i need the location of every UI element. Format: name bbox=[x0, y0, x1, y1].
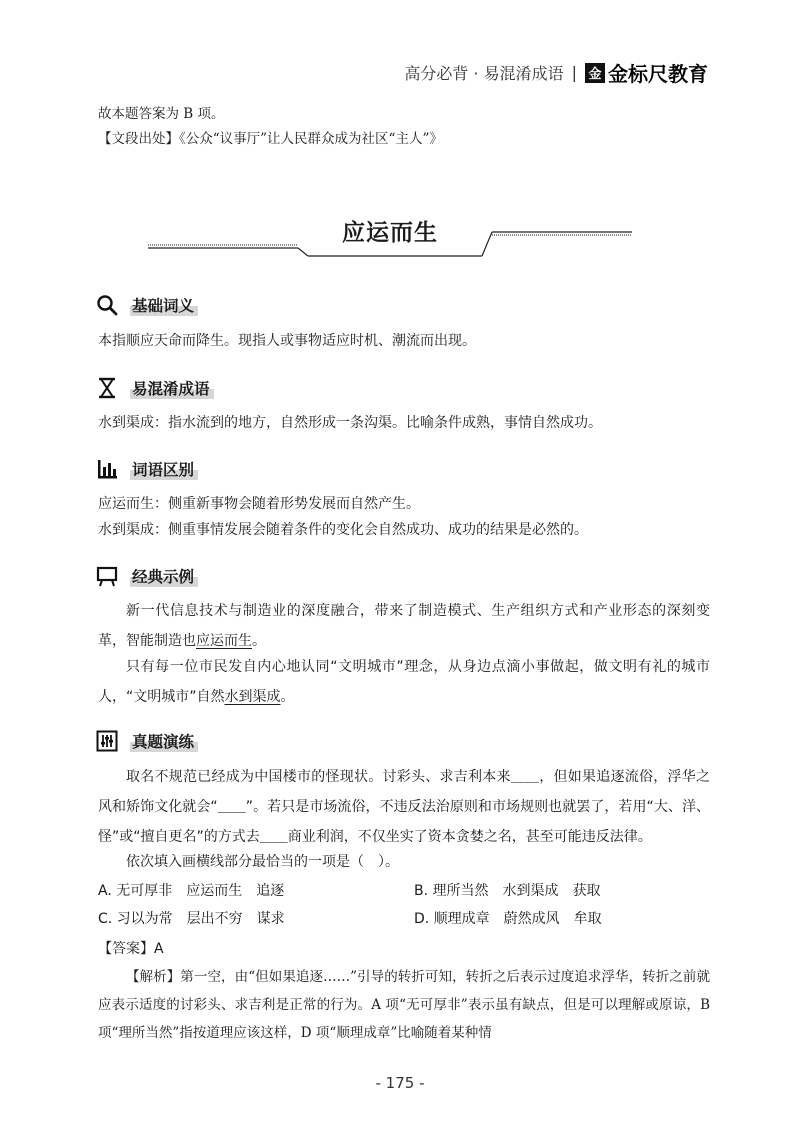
option-a: A. 无可厚非 应运而生 追逐 bbox=[98, 883, 285, 899]
difference-line-2: 水到渠成：侧重事情发展会随着条件的变化会自然成功、成功的结果是必然的。 bbox=[98, 522, 588, 538]
brand-logo-icon: 金 bbox=[585, 63, 605, 83]
example-paragraph-2 bbox=[98, 652, 710, 712]
section-label: 经典示例 bbox=[130, 565, 198, 587]
hourglass-icon bbox=[96, 377, 118, 399]
practice-prompt: 依次填入画横线部分最恰当的一项是（ ）。 bbox=[126, 854, 399, 870]
example-text: 新一代信息技术与制造业的深度融合，带来了制造模式、生产组织方式和产业形态的深刻变革，智能制造也 bbox=[98, 603, 710, 649]
brand-name: 金标尺教育 bbox=[608, 62, 708, 86]
option-b: B. 理所当然 水到渠成 获取 bbox=[414, 883, 601, 899]
presentation-board-icon bbox=[96, 565, 118, 587]
section-classic-examples bbox=[96, 565, 198, 587]
source-line: 【文段出处】《公众“议事厅”让人民群众成为社区“主人”》 bbox=[98, 131, 443, 147]
analysis-text: 【解析】第一空，由“但如果追逐……”引导的转折可知，转折之后表示过度追求浮华，转折之前就应表示适度的讨彩头、求吉利是正常的行为。A 项“无可厚非”表示虽有缺点，但是可以理解或原谅，B 项“理所当然”指按道理应该这样，D 项“顺理成章”比喻随着某种情 bbox=[98, 969, 710, 1041]
option-c: C. 习以为常 层出不穷 谋求 bbox=[98, 911, 285, 927]
difference-line-1: 应运而生：侧重新事物会随着形势发展而自然产生。 bbox=[98, 496, 420, 512]
section-label: 真题演练 bbox=[130, 730, 198, 752]
page-header bbox=[404, 58, 708, 87]
header-text: 高分必背 · 易混淆成语 bbox=[404, 64, 564, 83]
highlighted-idiom: 应运而生 bbox=[196, 633, 252, 649]
section-word-difference bbox=[96, 458, 198, 480]
example-text-end: 。 bbox=[280, 689, 295, 705]
section-basic-meaning bbox=[96, 294, 198, 316]
section-label: 基础词义 bbox=[130, 294, 198, 316]
brand-logo bbox=[585, 58, 708, 87]
basic-meaning-text: 本指顺应天命而降生。现指人或事物适应时机、潮流而出现。 bbox=[98, 333, 476, 349]
highlighted-idiom: 水到渠成 bbox=[224, 689, 281, 705]
option-d: D. 顺理成章 蔚然成风 牟取 bbox=[414, 911, 602, 927]
page-number: - 175 - bbox=[375, 1074, 425, 1092]
magnifier-icon bbox=[96, 294, 118, 316]
example-paragraph-1 bbox=[98, 596, 710, 656]
equalizer-icon bbox=[96, 730, 118, 752]
section-practice bbox=[96, 730, 198, 752]
example-text: 只有每一位市民发自内心地认同“文明城市”理念，从身边点滴小事做起，做文明有礼的城市人，“文明城市”自然 bbox=[98, 659, 710, 705]
section-confusing-idiom bbox=[96, 377, 214, 399]
practice-question: 取名不规范已经成为中国楼市的怪现状。讨彩头、求吉利本来＿＿，但如果追逐流俗，浮华之风和矫饰文化就会“＿＿”。若只是市场流俗，不违反法治原则和市场规则也就罢了，若用“大、洋、怪”或“擅自更名”的方式去＿＿商业利润，不仅坐实了资本贪婪之名，甚至可能违反法律。 bbox=[98, 769, 710, 845]
section-label: 词语区别 bbox=[130, 458, 198, 480]
answer-line: 【答案】A bbox=[98, 941, 164, 957]
confusing-idiom-text: 水到渠成：指水流到的地方，自然形成一条沟渠。比喻条件成熟，事情自然成功。 bbox=[98, 415, 602, 431]
idiom-title: 应运而生 bbox=[342, 220, 438, 246]
bar-chart-icon bbox=[96, 458, 118, 480]
previous-answer-line: 故本题答案为 B 项。 bbox=[98, 106, 225, 122]
header-separator: | bbox=[571, 63, 577, 82]
idiom-title-banner bbox=[148, 212, 632, 258]
example-text-end: 。 bbox=[252, 633, 266, 649]
section-label: 易混淆成语 bbox=[130, 377, 214, 399]
